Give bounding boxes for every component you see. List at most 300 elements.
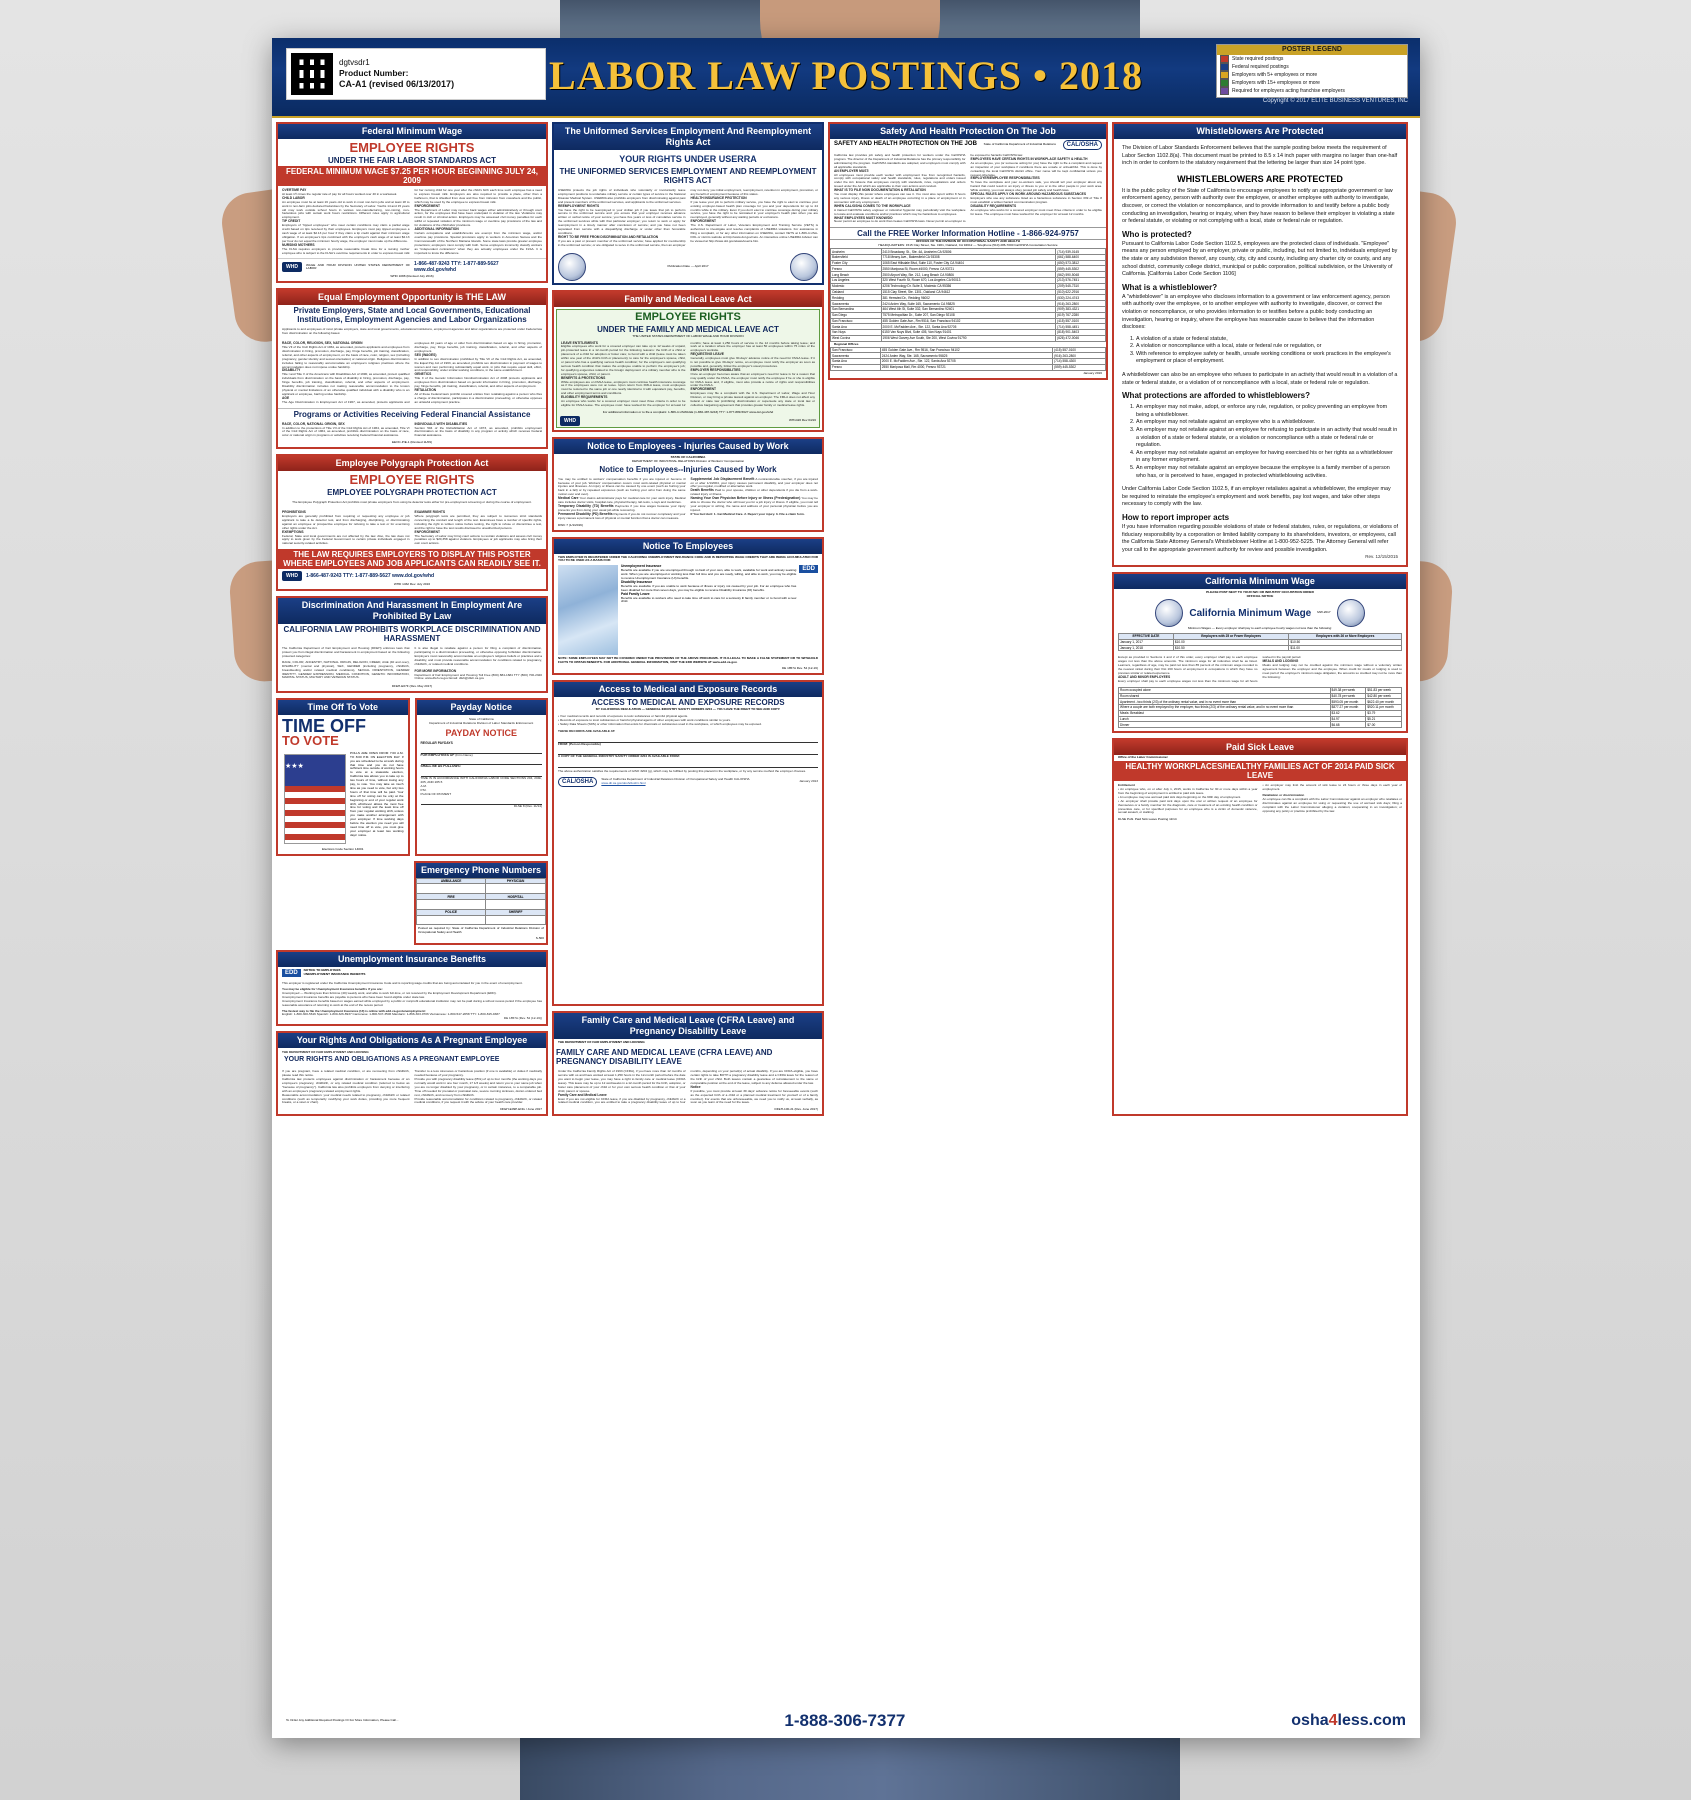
dfeh-heading: CALIFORNIA LAW PROHIBITS WORKPLACE DISCRIMINATION AND HARASSMENT [283, 625, 541, 644]
cal-osha-logo-icon: CAL/OSHA [1063, 140, 1102, 150]
cfra-intro: Under the California Family Rights Act of 1993 (CFRA), if you have more than 12 months of service with us and have worked at least 1,250 hours in the 12-month period before the date you want to begin your leave, you may have a right to family care or medical leave (CFRA leave). This leave may be up to 12 workweeks in a 12-month period for the birth, adoption, or foster care placement of your child or for your own serious health condition or that of your child, parent or spouse. [558, 1069, 686, 1093]
district-phone: (714) 939-0145 [1056, 249, 1106, 255]
regional-phone: (916) 263-2800 [1053, 353, 1106, 359]
panel-fmla [552, 290, 824, 432]
fmw-contact: 1-866-487-9243 TTY: 1-877-889-5627 www.dol.gov/whd [414, 261, 499, 274]
payday-dept: Department of Industrial Relations Division of Labor Standards Enforcement [429, 720, 534, 725]
dir-seal-icon [1337, 599, 1365, 627]
col-physician: PHYSICIAN [486, 878, 546, 884]
psl-bullet-text: An employer may limit the amount of sick leave to 24 hours or three days in each year of employment. [1262, 783, 1402, 792]
district-name: Fresno [831, 266, 882, 272]
vote-graphic [278, 750, 408, 846]
legend-item [1217, 79, 1407, 87]
injuries-section-head: Medical Care [558, 496, 579, 501]
injuries-notice-bold: If You Get Hurt: 1. Get Medical Care. 2. Report your injury. 3. File a claim form. [690, 511, 805, 516]
access-from-value: (Person Responsible) [569, 741, 601, 746]
footer-brand[interactable] [1291, 1712, 1406, 1730]
meal-val-2: $622.40 per month [1366, 699, 1402, 705]
cell-fire[interactable] [417, 900, 486, 910]
district-phone: (661) 588-6400 [1056, 254, 1106, 260]
panel-title: Family and Medical Leave Act [554, 292, 822, 307]
district-name: Van Nuys [831, 330, 882, 336]
psl-heading: HEALTHY WORKPLACES/HEALTHY FAMILIES ACT OF 2014 PAID SICK LEAVE [1114, 761, 1406, 781]
safety-section-head: WHAT IS TO FILE NOW DOCUMENTATION & RETALIATION [834, 188, 926, 193]
injuries-body [554, 475, 822, 524]
nte-revision: DE 1857A Rev. 54 (12-16) [781, 666, 818, 671]
psl-body [1114, 781, 1406, 818]
safety-section-head: EMPLOYEES HAVE CERTAIN RIGHTS IN WORKPLACE SAFETY & HEALTH [970, 156, 1088, 161]
cell-physician[interactable] [486, 884, 546, 894]
district-name: Anaheim [831, 249, 882, 255]
safety-section-text: An employee who works for a covered employer must meet three criteria in order to be eligible for leave. The employee must have worked for the employer for at least 12 months. [970, 207, 1102, 216]
meal-val-1: $6.68 [1330, 722, 1366, 728]
meal-val-2: $42.80 per week [1366, 693, 1402, 699]
district-phone: (714) 558-4451 [1056, 324, 1106, 330]
vote-headline: TIME OFF [282, 715, 366, 736]
dfeh-categories: RACE, COLOR, ANCESTRY, NATIONAL ORIGIN, RELIGION, CREED, AGE (40 and over), DISABILITY (mental and physical), SEX, GENDER (including pregnancy, childbirth, breastfeeding and/or related medical conditions), SEXUAL ORIENTATION, GENDER IDENTITY, GENDER EXPRESSION, MEDICAL CONDITION, GENETIC INFORMATION, MARITAL STATUS, MILITARY AND VETERAN STATUS. [282, 659, 410, 680]
table-row[interactable] [417, 884, 546, 894]
footer-order-note: To Order Any Additional Required Postings Or For More Information, Please Call... [286, 1718, 399, 1723]
fmw-section-head: ENFORCEMENT [414, 203, 440, 208]
table-row [831, 364, 1106, 370]
table-row[interactable] [417, 915, 546, 925]
nte-note: NOTE: SOME EMPLOYEES MAY NOT BE COVERED UNDER THE PROVISIONS OF THE ABOVE PROGRAMS. IT IS ILLEGAL TO MAKE A FALSE STATEMENT OR TO WITHHOLD FACTS TO OBTAIN BENEFITS. FOR ADDITIONAL GENERAL INFORMATION, VISIT THE EDD WEBSITE AT www.edd.ca.gov. [558, 656, 818, 665]
district-name: Redding [831, 295, 882, 301]
epp-section-text: Federal, State and local governments are not affected by the law. Also, the law does not apply to tests given by the Federal Government to certain private individuals engaged in national security-related activities. [282, 533, 410, 546]
access-revision: January 2013 [799, 779, 818, 784]
regional-addr: 2000 E. McFadden Ave., Ste. 122, Santa Ana 92705 [880, 359, 1052, 365]
fmw-section-text: At least 1½ times the regular rate of pay for all hours worked over 40 in a workweek. [282, 191, 398, 196]
panel-unemployment-insurance [276, 950, 548, 1026]
meal-item: Room shared [1119, 693, 1331, 699]
fmla-section-head: EMPLOYER RESPONSIBILITIES [690, 367, 741, 372]
camw-table-note: Minimum Wages — Every employer shall pay to each employee hourly wages not less than the following: [1188, 626, 1332, 631]
district-addr: 2550 Mariposa St, Room #4000, Fresno CA 93721 [881, 266, 1056, 272]
legend-label: Employers with 5+ employees or more [1232, 71, 1318, 78]
fmla-section-head: ELIGIBILITY REQUIREMENTS [561, 395, 608, 400]
ui-file-head: The fastest way to file the Unemployment Insurance (UI) is online with edd.ca.gov/unemployment: [282, 1008, 426, 1013]
cfra-section-text: If possible, you must provide at least 30 days' advance notice for foreseeable events (such as the expected birth of a child or a planned medical treatment for yourself or of a family member). For events that are unforeseeable, we need you to notify us, at least verbally, as soon as you learn of the need for the leave. [690, 1088, 818, 1105]
safety-revision: January 2016 [1083, 370, 1102, 375]
eeo-footer: EEOC-P/E-1 (Revised 11/09) [391, 440, 432, 445]
legend-swatch-franchise [1220, 87, 1229, 95]
access-bullet-text: Your medical records and records of exposure to toxic substances or harmful physical agents. [559, 713, 689, 718]
access-field-label: A COPY OF THE GENERAL INDUSTRY SAFETY ORDER 3204 IS AVAILABLE FROM: [558, 754, 680, 759]
ui-bullet: Unemployment Insurance benefits based on wages earned while employed by a public or nonprofit educational institution may not be paid during a school recess period if the employee has reasonable assurance of returning to work at the end of the recess period. [282, 998, 542, 1007]
dfeh-body [278, 644, 546, 685]
wb-protection-item: 5. An employer may not retaliate against an employee because the employee is a family member of a person who has, or is perceived to have, engaged in protected whistleblowing activities. [1136, 465, 1398, 480]
access-bullet: • Your medical records and records of exposure to toxic substances or harmful physical agents. [558, 713, 689, 718]
pregnancy-bullet: Provide reasonable accommodation for conditions related to pregnancy, childbirth, or related medical conditions, if you request it with the advice of your health care provider. [414, 1096, 542, 1105]
panel-polygraph [276, 454, 548, 591]
col-fire: FIRE [417, 894, 486, 900]
panel-userra [552, 122, 824, 285]
cfra-revision: DFEH-100-21 (Rev. June 2017) [774, 1107, 818, 1112]
safety-section-head: EMPLOYER/EMPLOYEE RESPONSIBILITIES [970, 176, 1040, 181]
district-name: San Bernardino [831, 306, 882, 312]
cell-police[interactable] [417, 915, 486, 925]
labor-law-poster [272, 38, 1420, 1738]
meal-val-2: $3.79 [1366, 710, 1402, 716]
american-flag-icon [284, 754, 346, 844]
regional-name: Santa Ana [831, 359, 881, 365]
epp-heading: EMPLOYEE RIGHTS [349, 472, 475, 488]
brand-4: 4 [1328, 1712, 1338, 1729]
legend-item [1217, 55, 1407, 63]
psl-retaliation: An employee can file a complaint with the Labor Commissioner against an employer who retaliates or discriminates against an employee for using or requesting the use of accrued sick days; filing a complaint with the Labor Commissioner alleging a violation; cooperating in an investigation; or opposing any policy or practice prohibited by the law. [1262, 796, 1402, 813]
legend-swatch-state [1220, 55, 1229, 63]
dfeh-more: It is also illegal to retaliate against a person for filing a complaint of discrimination, participating in a discrimination proceeding, or otherwise opposing forbidden discrimination. Employers must reasonably accommodate an employee's religious beliefs or practices and a disability, and must provide reasonable accommodation for conditions related to pregnancy, childbirth, or related medical conditions. [414, 646, 542, 666]
legend-label: Required for employers acting franchise employers [1232, 87, 1345, 94]
psl-entitlement-head: Entitlement [1118, 783, 1135, 788]
payday-field-label: SHALL BE AS FOLLOWS: [420, 764, 461, 769]
meal-val-2: $51.83 per week [1366, 687, 1402, 693]
fmla-section-head: LEAVE ENTITLEMENTS [561, 340, 598, 345]
access-bullet: • Safety Data Sheets (SDS) or other information that exists for chemicals or substances used in the workplace, or which employees may be exposed. [558, 721, 762, 726]
district-phone: (818) 901-5403 [1056, 330, 1106, 336]
cfra-section [691, 1086, 819, 1106]
district-name: Bakersfield [831, 254, 882, 260]
district-name: Modesto [831, 283, 882, 289]
brand-less: less [1337, 1712, 1369, 1729]
emergency-posted-by: Posted as required by: State of California Department of Industrial Relations Division of Occupational Safety and Health [418, 926, 544, 935]
cell-wage-large: $10.50 [1289, 639, 1402, 645]
col-effective-date: EFFECTIVE DATE [1119, 634, 1174, 640]
injuries-section-text: A nontransferable voucher, if you are injured on or after 1/1/2004, your injury causes permanent disability, and your employer does not offer you regular, modified or alternative work. [690, 476, 818, 489]
wb-protection-item: 4. An employer may not retaliate against an employee for having exercised his or her rights as a whistleblower in any former employment. [1136, 450, 1398, 465]
edd-logo-icon: EDD [282, 969, 301, 977]
footer-phone[interactable]: 1-888-306-7377 [784, 1711, 906, 1730]
pregnancy-head-wrap [278, 1048, 546, 1067]
cell-date: January 1, 2017 [1119, 639, 1174, 645]
regional-addr: 455 Golden Gate Ave., Rm 9516, San Francisco 94102 [880, 347, 1052, 353]
epp-body [278, 508, 546, 549]
eeo-section-text: Title VII of the Civil Rights Act of 1964, as amended, protects applicants and employees from discrimination in hiring, promotion, discharge, pay, fringe benefits, job training, classification, referral, and other aspects of employment, on the basis of race, color, religion, sex (including pregnancy, gender identity and sexual orientation) or national origin. Religious discrimination includes failing to reasonably accommodate an employee's religious practices where the accommodation does not impose undue hardship. [282, 345, 410, 369]
pregnancy-heading: YOUR RIGHTS AND OBLIGATIONS AS A PREGNANT EMPLOYEE [284, 1056, 500, 1064]
whd-logo: WHD [282, 262, 302, 272]
dol-seal-icon [558, 253, 586, 281]
wb-what-item: 1. A violation of a state or federal statute, [1136, 336, 1398, 344]
edd-logo-icon: EDD [799, 565, 818, 573]
payday-heading: PAYDAY NOTICE [445, 727, 518, 738]
regional-phone: (559) 445-5302 [1053, 364, 1106, 370]
safety-section-head: WHAT EMPLOYEES MUST KNOW/DO [834, 215, 893, 220]
payday-revision: DLSE 8 (Rev. 11/14) [513, 803, 542, 808]
camw-sub [1263, 660, 1403, 680]
injuries-section [691, 497, 819, 513]
safety-hotline: Call the FREE Worker Information Hotline - 1-866-924-9757 [830, 227, 1106, 240]
fmw-section-text: Employers of "tipped employees" who meet certain conditions may claim a partial wage credit based on tips received by their employees. Employers must pay tipped employees a cash wage of at least $2.13 per hour if they claim a tip credit against their minimum wage obligation. If an employee's tips combined with the employer's cash wage of at least $2.13 per hour do not equal the minimum hourly wage, the employer must make up the difference. [282, 223, 410, 243]
payday-state: State of California [468, 716, 494, 721]
district-addr: 1065 East Hillsdale Blvd, Suite 110, Foster City CA 94404 [881, 260, 1056, 266]
injuries-section-text: Your claims administrator pays for medical care for your work injury. Medical care includes doctor visits, hospital care, physical therapy, lab tests, x-rays and medicines. [558, 496, 686, 505]
psl-bullet: • An employer shall provide paid sick days upon the oral or written request of an employee for themselves or a family member for the diagnosis, care or treatment of an existing health condition or preventive care, or for specified purposes for an employee who is a victim of domestic violence, sexual assault, or stalking. [1118, 798, 1258, 815]
fmla-revision: WH1420 Rev 04/16 [789, 417, 816, 422]
payday-field-label: REGULAR PAYDAYS [420, 740, 453, 745]
ui-eligible-head: You may be eligible for Unemployment Insurance benefits if you are: [282, 987, 383, 991]
cfra-heading: FAMILY CARE AND MEDICAL LEAVE (CFRA LEAVE) AND PREGNANCY DISABILITY LEAVE [556, 1048, 773, 1067]
access-website[interactable]: www.dir.ca.gov/dosh/dosh1.html [601, 781, 646, 786]
fmw-section-head: ADDITIONAL INFORMATION [414, 227, 459, 232]
fmw-section [415, 205, 543, 228]
wb-revision: Rev. 12/15/2015 [1365, 554, 1398, 560]
fmw-section [282, 220, 410, 243]
userra-section-text: The U.S. Department of Labor, Veterans Employment and Training Service (VETS) is authorized to investigate and resolve complaints of USERRA violations. For assistance in filing a complaint, or for any other information on USERRA, contact VETS at 1-866-4-USA-DOL or visit its website at http://www.dol.gov/vets. An interactive online USERRA Advisor can be viewed at http://www.dol.gov/elaws/userra.htm. [690, 223, 818, 243]
epp-section-text: Employers are generally prohibited from requiring or requesting any employee or job applicant to take a lie detector test, and from discharging, disciplining, or discriminating against an employee or prospective employee for refusing to take a test or for exercising other rights under the Act. [282, 513, 410, 530]
cell-ambulance[interactable] [417, 884, 486, 894]
ui-body [278, 979, 546, 1024]
meal-val-2: $7.00 [1366, 722, 1402, 728]
cell-sheriff[interactable] [486, 915, 546, 925]
district-name: San Diego [831, 312, 882, 318]
district-offices-table [830, 248, 1106, 342]
vote-headline-2: TO VOTE [282, 732, 339, 748]
epp-contact: 1-866-487-9243 TTY: 1-877-889-5627 www.dol.gov/whd [305, 573, 435, 580]
epp-section [282, 511, 410, 531]
fmw-section-text: Certain occupations and establishments are exempt from the minimum wage, and/or overtime pay provisions. Special provisions apply to workers in American Samoa and the Commonwealth of the Northern Mariana Islands. Some state laws provide greater employee protections; employers must comply with both. Some employers incorrectly classify workers as "independent contractors" when they are actually employees under the FLSA. It is important to know the difference. [414, 230, 542, 255]
panel-title: California Minimum Wage [1114, 574, 1406, 589]
access-input-line[interactable] [558, 759, 818, 768]
camw-text: Except as provided in Sections 1 and 2 of this order, every employer shall pay to each employee wages not less than the above amounts. The minimum wage for all industries shall be as listed. Learners, regardless of age, may be paid not less than 85 percent of the minimum wage rounded to the nearest nickel during their first 160 hours of employment in occupations in which they have no previous similar or related experience. [1118, 655, 1258, 676]
cfra-section-head: Family Care and Medical Leave [558, 1092, 607, 1097]
injuries-section [558, 513, 686, 521]
safety-section [834, 189, 966, 205]
wb-intro: It is the public policy of the State of California to encourage employees to notify an appropriate government or law enforcement agency, person with authority over the employee, or another employee with authority to investigate, discover, or correct the violation or noncompliance, and to provide information to and testify before a public body conducting an investigation, hearing or inquiry, when they have reason to believe their employer is violating a state or federal statute, or violating or not complying with a local, state or federal rule or regulation. [1122, 187, 1395, 225]
legend-swatch-15plus [1220, 79, 1229, 87]
panel-title: Time Off To Vote [278, 700, 408, 715]
injuries-section-head: Temporary Disability (TD) Benefits [558, 503, 614, 508]
safety-offices-title: OFFICES OF THE DIVISION OF OCCUPATIONAL SAFETY AND HEALTH [915, 239, 1021, 244]
district-phone: (619) 767-2280 [1056, 312, 1106, 318]
panel-whistleblowers [1112, 122, 1408, 567]
product-number-label: Product Number: [339, 68, 409, 79]
district-addr: 381 Hemsted Dr., Redding 96002 [881, 295, 1056, 301]
poster-body [272, 118, 1420, 1738]
poster-column-2 [552, 122, 824, 1116]
eeo-section-head: AGE [282, 395, 290, 400]
panel-federal-minimum-wage [276, 122, 548, 283]
district-addr: 320 West Fourth St, Room 670, Los Angeles CA 90013 [881, 278, 1056, 284]
district-addr: 7575 Metropolitan Dr., Suite 207, San Diego 92108 [881, 312, 1056, 318]
district-phone: (916) 263-2800 [1056, 301, 1106, 307]
camw-sub-text: Meals and lodging may not be credited against the minimum wage without a voluntary written agreement between the employer and the employee. When credit for meals or lodging is used to meet part of the employer's minimum wage obligation, the amounts so credited may not be more than the following: [1262, 663, 1402, 679]
nte-item-head: Disability Insurance [621, 579, 653, 584]
userra-section-head: HEALTH INSURANCE PROTECTION [690, 195, 747, 200]
panel-title: Employee Polygraph Protection Act [278, 456, 546, 471]
cell-wage-large: $11.00 [1289, 645, 1402, 651]
fmw-heading: EMPLOYEE RIGHTS [349, 140, 475, 155]
whd-logo: WHD [560, 416, 580, 426]
cell-wage-small: $10.50 [1173, 645, 1289, 651]
fmla-section-text: While employees are on FMLA leave, employers must continue health insurance coverage as if the employees were not on leave. Upon return from FMLA leave, most employees must be restored to the same job or one nearly identical to it with equivalent pay, benefits, and other employment terms and conditions. [561, 379, 686, 396]
dfeh-intro: The California Department of Fair Employment and Housing (DFEH) enforces laws that protect you from illegal discrimination and harassment in employment based on the following protected categories: [282, 646, 410, 658]
eeo-program-head: INDIVIDUALS WITH DISABILITIES [414, 421, 468, 426]
ui-heading: NOTICE TO EMPLOYEES [303, 968, 341, 973]
wb-who-body: Pursuant to California Labor Code Section 1102.5, employees are the protected class of individuals. "Employee" means any person employed by an employer, private or public, including, but not limited to, individuals employed by the state or any subdivision thereof, any county, city, city and county, including any charter city or county, and any school district, community college district, municipal or public corporation, political subdivision, or the University of California. [California Labor Code Section 1106] [1122, 240, 1398, 278]
userra-body [554, 186, 822, 251]
regional-name: Fresno [831, 364, 881, 370]
meal-item: Lunch [1119, 716, 1331, 722]
panel-title: Notice To Employees [554, 539, 822, 554]
camw-post-note: PLEASE POST NEXT TO YOUR IWC OR INDUSTRY OCCUPATION ORDER [1206, 590, 1314, 595]
safety-section-text: Never permit an employee to do work that creates Cal/OSHA laws. Never permit an employer to be exposed to hazards Cal/OSHA law. [834, 153, 1023, 224]
eeo-section-head: RETALIATION [414, 388, 437, 392]
panel-title: Paid Sick Leave [1114, 740, 1406, 755]
cfra-dept: THE DEPARTMENT OF FAIR EMPLOYMENT AND HOUSING [558, 1040, 645, 1045]
district-phone: (559) 445-5302 [1056, 266, 1106, 272]
meal-item: Dinner [1119, 722, 1331, 728]
eeo-subtitle: Private Employers, State and Local Governments, Educational Institutions, Employment Agencies and Labor Organizations [293, 306, 531, 325]
legend-item [1217, 87, 1407, 95]
cell-hospital[interactable] [486, 900, 546, 910]
panel-emergency-phone-numbers [414, 861, 548, 945]
safety-section-text: As an employee, you (or someone acting for you) have the right to file a complaint and request an inspection of your workplace if conditions there are unsafe or unhealthful. This is done by contacting the local Cal/OSHA district office. Your name will be kept confidential unless you request otherwise. [970, 160, 1102, 177]
vote-footer: Elections Code Section 14001 [322, 846, 364, 851]
payday-body [417, 715, 547, 812]
camw-sub-head: ADULT AND MINOR EMPLOYEES [1118, 674, 1171, 679]
safety-section [971, 177, 1103, 193]
userra-section-text: You have the right to be reemployed in your civilian job if you leave that job to perform service in the uniformed service and: you ensure that your employer receives advance written or verbal notice of your service; you have five years or less of cumulative service in the uniformed services while with that particular employer; you return to work or apply for reemployment in a timely manner after conclusion of service; and you have not been separated from service with a disqualifying discharge or under other than honorable conditions. [558, 207, 686, 235]
col-25-or-fewer: Employers with 25 or Fewer Employees [1173, 634, 1289, 640]
panel-cfra [552, 1011, 824, 1116]
userra-section-head: REEMPLOYMENT RIGHTS [558, 203, 600, 208]
regional-name: San Francisco [831, 347, 881, 353]
ui-bullet: Unemployment Insurance benefits are payable to persons who have been found eligible under state law. [282, 994, 425, 999]
nte-item-head: Paid Family Leave [621, 591, 650, 596]
nte-item-text: Benefits are available if you are unable to work because of illness or injury not caused by your job. For an employee who has been disabled for more than seven days, you may be eligible to receive Disability Insurance (DI) benefits. [621, 583, 797, 592]
regional-phone: (415) 557-0100 [1053, 347, 1106, 353]
safety-section-head: WHEN CAL/OSHA COMES TO THE WORKPLACE [834, 203, 911, 208]
eeo-section [415, 389, 543, 405]
meal-item: Apartment - two thirds (2/3) of the ordinary rental value, and in no event more than [1119, 699, 1331, 705]
dfeh-contact: Department of Fair Employment and Housing Toll Free (800) 884-1684 TTY (800) 700-2320 Online: www.dfeh.ca.gov Email: dfeh@dfeh.ca.gov [414, 672, 542, 681]
safety-section-head: DISABILITY REQUIREMENTS [970, 203, 1017, 208]
epp-intro: The Employee Polygraph Protection Act prohibits most private employers from using lie detector tests either for pre-employment screening or during the course of employment. [292, 500, 532, 505]
userra-publication: Publication Date — April 2017 [667, 263, 709, 268]
eeo-section-head: RACE, COLOR, RELIGION, SEX, NATIONAL ORIGIN [282, 341, 363, 346]
userra-section-text: If you are a past or present member of the uniformed service; have applied for membership in the uniformed service; or are obligated to serve in the uniformed service, then an employer may not deny you initial employment, reemployment, retention in employment, promotion, or any benefit of employment because of this status. [558, 188, 818, 247]
safety-section-head: SPECIAL RULES APPLY ON WORK AROUND HAZARDOUS SUBSTANCES [970, 192, 1087, 197]
district-addr: 2000 E. McFadden Ave., Ste. 122, Santa Ana 92705 [881, 324, 1056, 330]
eeo-intro: Applicants to and employees of most private employers, state and local governments, educational institutions, employment agencies and labor organizations are protected under Federal law from discrimination on the following bases: [282, 327, 542, 336]
regional-addr: 2550 Mariposa Mall, Rm 4000, Fresno 93721 [880, 364, 1052, 370]
injuries-revision: DWC 7 (1/1/2016) [558, 522, 583, 527]
pregnancy-text: California law protects employees against discrimination or harassment because of an employee's pregnancy, childbirth, or any related medical condition (referred to below as "because of pregnancy"). California law also prohibits employers from denying or interfering with an employee's pregnancy-related employment rights. [282, 1076, 410, 1093]
userra-section-text: If you leave your job to perform military service, you have the right to elect to continue your existing employer-based health plan coverage for you and your dependents for up to 24 months while in the military. Even if you don't elect to continue coverage during your military service, you have the right to be reinstated in your employer's health plan when you are reemployed, generally without any waiting periods or exclusions. [690, 199, 818, 220]
panel-pregnant-employee [276, 1031, 548, 1116]
page-title: LABOR LAW POSTINGS • 2018 [549, 53, 1143, 98]
epp-section-text: The Secretary of Labor may bring court actions to restrain violations and assess civil money penalties up to $20,358 against violators. Employees or job applicants may also bring their own court actions. [414, 533, 542, 546]
camw-sub-head: MEALS AND LODGING [1262, 659, 1299, 664]
district-phone: (626) 472-0046 [1056, 335, 1106, 341]
brand-suffix: .com [1368, 1712, 1406, 1729]
district-phone: (510) 622-2916 [1056, 289, 1106, 295]
camw-sub-text: Every employer shall pay to each employee wages not less than the minimum wage for all hours worked in the payroll period. [1118, 655, 1302, 683]
legend-title: POSTER LEGEND [1217, 45, 1407, 55]
district-addr: 4206 Technology Dr. Suite 3, Modesto CA 95356 [881, 283, 1056, 289]
legend-label: Employers with 15+ employees or more [1232, 79, 1320, 86]
epp-intro-wrap [278, 498, 546, 508]
district-name: Oakland [831, 289, 882, 295]
district-name: Long Beach [831, 272, 882, 278]
epp-section-head: EXAMINEE RIGHTS [414, 510, 446, 515]
pregnancy-body [278, 1067, 546, 1108]
cal-osha-logo-icon: CAL/OSHA [558, 777, 597, 787]
legend-swatch-5plus [1220, 71, 1229, 79]
panel-title: Discrimination And Harassment In Employment Are Prohibited By Law [278, 598, 546, 624]
camw-official: OFFICIAL NOTICE [1246, 594, 1274, 599]
eeo-section-text: Title II of the Genetic Information Nondiscrimination Act of 2008 protects applicants and employees from discrimination based on genetic information in hiring, promotion, discharge, pay, fringe benefits, job training, classification, referral, and other aspects of employment. [414, 376, 542, 389]
payday-pm: P.M. [420, 788, 427, 793]
access-field-label: THESE RECORDS ARE AVAILABLE AT: [558, 728, 616, 733]
psl-bullet-text: An employer shall provide paid sick days upon the oral or written request of an employee for themselves or a family member for the diagnosis, care or treatment of an existing health condition or preventive care, or for specified purposes for an employee who is a victim of domestic violence, sexual assault, or stalking. [1118, 798, 1258, 815]
regional-phone: (714) 558-4300 [1053, 359, 1106, 365]
access-bullet-text: Records of exposure to toxic substances or harmful physical agents of other employees with work conditions similar to yours. [559, 717, 731, 722]
regional-addr: 2424 Arden Way, Ste. 165, Sacramento 95825 [880, 353, 1052, 359]
pregnancy-dept: THE DEPARTMENT OF FAIR EMPLOYMENT AND HOUSING [282, 1050, 369, 1055]
ui-intro: This employer is registered under the California Unemployment Insurance Code and is reporting wage credits that are being accumulated for you in the event of unemployment. [282, 981, 523, 986]
injuries-section-text: You may be able to choose the doctor who will treat you for a job injury or illness. If eligible, you must tell your employer in writing, the name and address of your personal physician before you are injured. [690, 496, 818, 512]
table-row [1119, 645, 1402, 651]
safety-section-text: You must display this poster where employees can see it. You must also report within 8 hours any serious injury, illness or death of an employee occurring in a place of employment or in connection with any employment. [834, 192, 966, 204]
panel-title: Equal Employment Opportunity is THE LAW [278, 290, 546, 305]
psl-bullet-text: An employee who, on or after July 1, 2015, works in California for 30 or more days within a year from the beginning of employment is entitled to paid sick leave. [1118, 787, 1258, 795]
fmw-section-head: OVERTIME PAY [282, 188, 307, 192]
panel-time-off-to-vote [276, 698, 410, 856]
safety-section [971, 205, 1103, 217]
minimum-wage-table [1118, 633, 1402, 651]
fmla-section-head: BENEFITS & PROTECTIONS [561, 375, 606, 380]
table-row[interactable] [417, 900, 546, 910]
ui-bullet: Unemployed — Working less than full-time (40) weekly work, and able to work full-time, or not received by the Employment Development Department (EDD). [282, 990, 497, 995]
table-row [831, 335, 1106, 341]
brand-osha: osha [1291, 1712, 1329, 1729]
wb-who-head: Who is protected? [1122, 229, 1192, 239]
poster-column-3 [828, 122, 1108, 1116]
fmw-section-text: The FLSA requires employers to provide reasonable break time for a nursing mother employee who is subject to the FLSA's overtime requirements in order to express breast milk for her nursing child for one year after the child's birth each time such employee has a need to express breast milk. Employers are also required to provide a place, other than a bathroom, that is shielded from view and free from intrusion from coworkers and the public, which may be used by the employee to express breast milk. [282, 188, 542, 255]
injuries-section-head: Supplemental Job Displacement Benefit [690, 476, 755, 481]
injuries-state: STATE OF CALIFORNIA [670, 454, 706, 459]
eeo-body [278, 339, 546, 408]
fmla-section-text: An employee who works for a covered employer must meet three criteria in order to be eligible for FMLA leave. The employee must: have worked for the employer for at least 12 months; have at least 1,250 hours of service in the 12 months before taking leave; and work at a location where the employer has at least 50 employees within 75 miles of the employee's worksite. [561, 340, 815, 407]
injuries-section-text: Payments if you lose wages because your injury prevents you from doing your usual job while recovering. [558, 503, 686, 512]
fmla-heading: EMPLOYEE RIGHTS [635, 310, 741, 323]
panel-title: Family Care and Medical Leave (CFRA Leave) and Pregnancy Disability Leave [554, 1013, 822, 1039]
panel-title: Emergency Phone Numbers [416, 863, 546, 878]
legend-label: Federal required postings [1232, 63, 1289, 70]
fmla-section-head: REQUESTING LEAVE [690, 352, 724, 357]
fmw-section [282, 197, 410, 220]
eeo-section-text: Title I and Title V of the Americans with Disabilities Act of 1990, as amended, protect qualified individuals from discrimination on the basis of disability in hiring, promotion, discharge, pay, fringe benefits, job training, classification, referral, and other aspects of employment. Disability discrimination includes not making reasonable accommodation to the known physical or mental limitations of an otherwise qualified individual with a disability who is an applicant or employee, barring undue hardship. [282, 372, 410, 396]
safety-heading: SAFETY AND HEALTH PROTECTION ON THE JOB [834, 141, 977, 148]
col-ambulance: AMBULANCE [417, 878, 486, 884]
meal-val-1: $877.27 per month [1330, 705, 1366, 711]
safety-headquarters: HEADQUARTERS: 1515 Clay Street, Ste. 1901, Oakland, CA 94612 — Telephone (510) 286-7000 Cal/OSHA Consultation Service [878, 243, 1058, 248]
regional-name: Sacramento [831, 353, 881, 359]
fmw-subheading: UNDER THE FAIR LABOR STANDARDS ACT [328, 156, 496, 165]
psl-retaliation-head: Retaliation or discrimination [1262, 792, 1305, 797]
meal-item: Where a couple are both employed by the employer, two thirds (2/3) of the ordinary rental value, and in no event more than [1119, 705, 1331, 711]
wb-protections-head: What protections are afforded to whistleblowers? [1122, 391, 1311, 401]
pregnancy-intro: If you are pregnant, have a related medical condition, or are recovering from childbirth, please read this notice. [282, 1069, 410, 1078]
product-number-value: CA-A1 (revised 06/13/2017) [339, 78, 455, 89]
poster-column-1 [276, 122, 548, 1116]
meal-item: Meals: Breakfast [1119, 710, 1331, 716]
payday-field-label: FOR EMPLOYEES OF [420, 752, 455, 757]
district-addr: 7718 Meany Ave., Bakersfield CA 93308 [881, 254, 1056, 260]
eeo-section-text: In addition to sex discrimination prohibited by Title VII of the Civil Rights Act, as amended, the Equal Pay Act of 1963, as amended, prohibits sex discrimination in payment of wages to women and men performing substantially equal work, in jobs that require equal skill, effort, and responsibility, under similar working conditions, in the same establishment. [414, 356, 542, 373]
district-phone: (209) 545-7310 [1056, 283, 1106, 289]
